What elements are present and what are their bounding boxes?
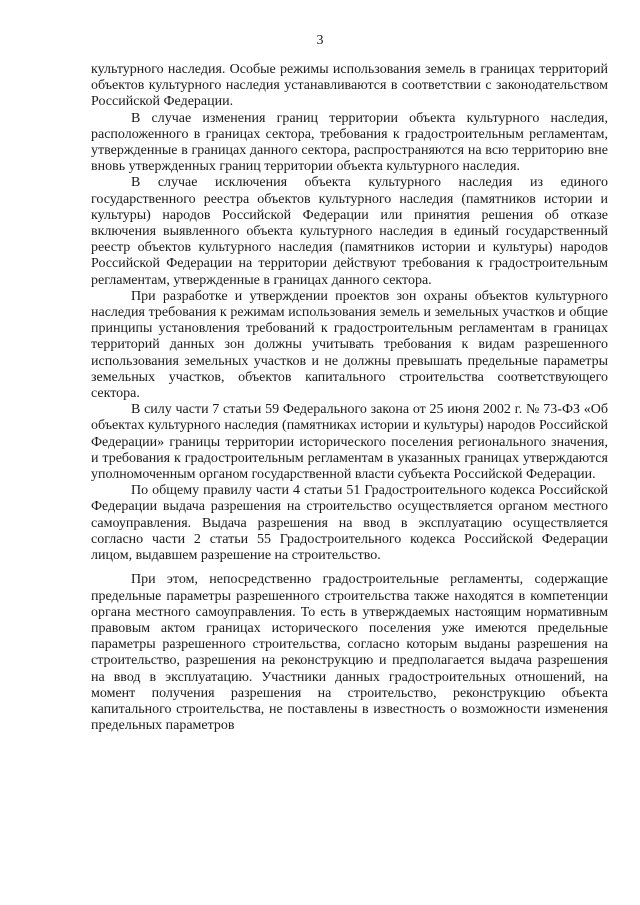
paragraph-protection-zones: При разработке и утверждении проектов зон охраны объектов культурного наследия требования к режимам использования земель и земельных участков и общие принципы установления требований к градостроительным регламентам в границах территорий данных зон должны учитывать требования к видам разрешенного использования земельных участков и не должны превышать предельные параметры земельных участков, объектов капитального строительства соответствующего сектора. [91, 288, 608, 402]
paragraph-exclusion: В случае исключения объекта культурного наследия из единого государственного реестра объектов культурного наследия (памятников истории и культуры) народов Российской Федерации или принятия решения об отказе включения выявленного объекта культурного наследия в единый государственный реестр объектов культурного наследия (памятников истории и культуры) народов Российской Федерации на территории действуют требования к градостроительным регламентам, утвержденные в границах данного сектора. [91, 175, 608, 288]
document-body [91, 62, 608, 734]
paragraph-local-competence: При этом, непосредственно градостроительные регламенты, содержащие предельные параметры разрешенного строительства также находятся в компетенции органа местного самоуправления. То есть в утверждаемых настоящим нормативным правовым актом границах исторического поселения уже имеются предельные параметры разрешенного строительства, согласно которым выданы разрешения на строительство, разрешения на реконструкцию и предполагается выдача разрешения на ввод в эксплуатацию. Участники данных градостроительных отношений, на момент получения разрешения на строительство, реконструкцию объекта капитального строительства, не поставлены в известность о возможности изменения предельных параметров [91, 572, 608, 734]
paragraph-general-rule: По общему правилу части 4 статьи 51 Градостроительного кодекса Российской Федерации выдача разрешения на строительство осуществляется органом местного самоуправления. Выдача разрешения на ввод в эксплуатацию осуществляется согласно части 2 статьи 55 Градостроительного кодекса Российской Федерации лицом, выдавшем разрешение на строительство. [91, 483, 608, 564]
paragraph-boundary-change: В случае изменения границ территории объекта культурного наследия, расположенного в границах сектора, требования к градостроительным регламентам, утвержденные в границах данного сектора, распространяются на всю территорию вне вновь утвержденных границ территории объекта культурного наследия. [91, 110, 608, 175]
paragraph-continuation: культурного наследия. Особые режимы использования земель в границах территорий объектов культурного наследия устанавливаются в соответствии с законодательством Российской Федерации. [91, 62, 608, 110]
page-number: 3 [316, 33, 324, 48]
paragraph-federal-law: В силу части 7 статьи 59 Федерального закона от 25 июня 2002 г. № 73-ФЗ «Об объектах культурного наследия (памятниках истории и культуры) народов Российской Федерации» границы территории исторического поселения регионального значения, и требования к градостроительным регламентам в указанных границах утверждаются уполномоченным органом государственной власти субъекта Российской Федерации. [91, 402, 608, 483]
